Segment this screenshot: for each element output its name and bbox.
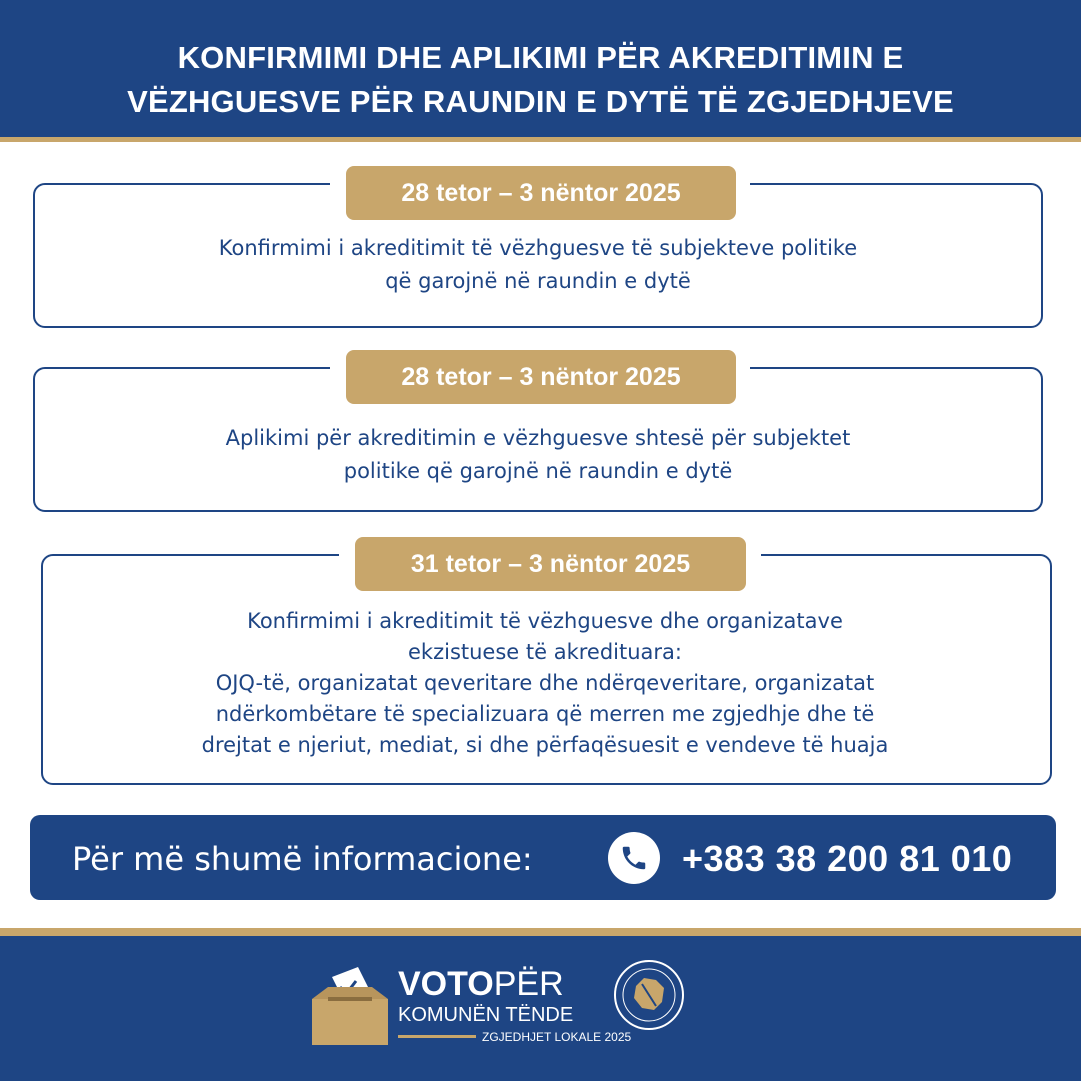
card-3-line-4: ndërkombëtare të specializuara që merren me zgjedhje dhe të [215,702,875,726]
card-1-line-2: që garojnë në raundin e dytë [385,269,691,293]
card-3-line-2: ekzistuese të akredituara: [408,640,682,664]
logo-komunen-text: KOMUNËN TËNDE [398,1004,574,1026]
card-1-line-1: Konfirmimi i akreditimit të vëzhguesve të subjekteve politike [218,236,858,260]
header-banner [0,0,1081,137]
header-gold-stripe [0,137,1081,142]
logo-subtitle: ZGJEDHJET LOKALE 2025 [482,1030,632,1044]
page-title [40,36,1041,124]
phone-icon [608,832,660,884]
footer-gold-stripe [0,928,1081,936]
logo-per: PËR [493,965,564,1003]
card-3-line-1: Konfirmimi i akreditimit të vëzhguesve dhe organizatave [247,609,843,633]
phone-number[interactable]: +383 38 200 81 010 [682,838,1013,879]
logo-underline [398,1035,476,1038]
card-2-description [60,422,1016,488]
logo-voto-text [398,966,564,1002]
election-commission-seal-icon [612,958,686,1032]
contact-label: Për më shumë informacione: [72,840,533,878]
card-3-description [60,606,1030,761]
card-3-date-badge: 31 tetor – 3 nëntor 2025 [355,537,746,591]
title-line-1: KONFIRMIMI DHE APLIKIMI PËR AKREDITIMIN E [177,40,904,75]
card-2-line-2: politike që garojnë në raundin e dytë [343,459,733,483]
card-1-date-badge: 28 tetor – 3 nëntor 2025 [346,166,736,220]
card-2-line-1: Aplikimi për akreditimin e vëzhguesve shtesë për subjektet [225,426,851,450]
card-3-line-5: drejtat e njeriut, mediat, si dhe përfaqësuesit e vendeve të huaja [201,733,889,757]
card-3-line-3: OJQ-të, organizatat qeveritare dhe ndërqeveritare, organizatat [215,671,875,695]
ballot-box-icon [310,965,392,1047]
contact-info-bar [30,815,1056,900]
logo-voto-bold: VOTO [398,965,494,1003]
card-1-description [60,232,1016,298]
card-2-date-badge: 28 tetor – 3 nëntor 2025 [346,350,736,404]
title-line-2: VËZHGUESVE PËR RAUNDIN E DYTË TË ZGJEDHJEVE [127,84,954,119]
